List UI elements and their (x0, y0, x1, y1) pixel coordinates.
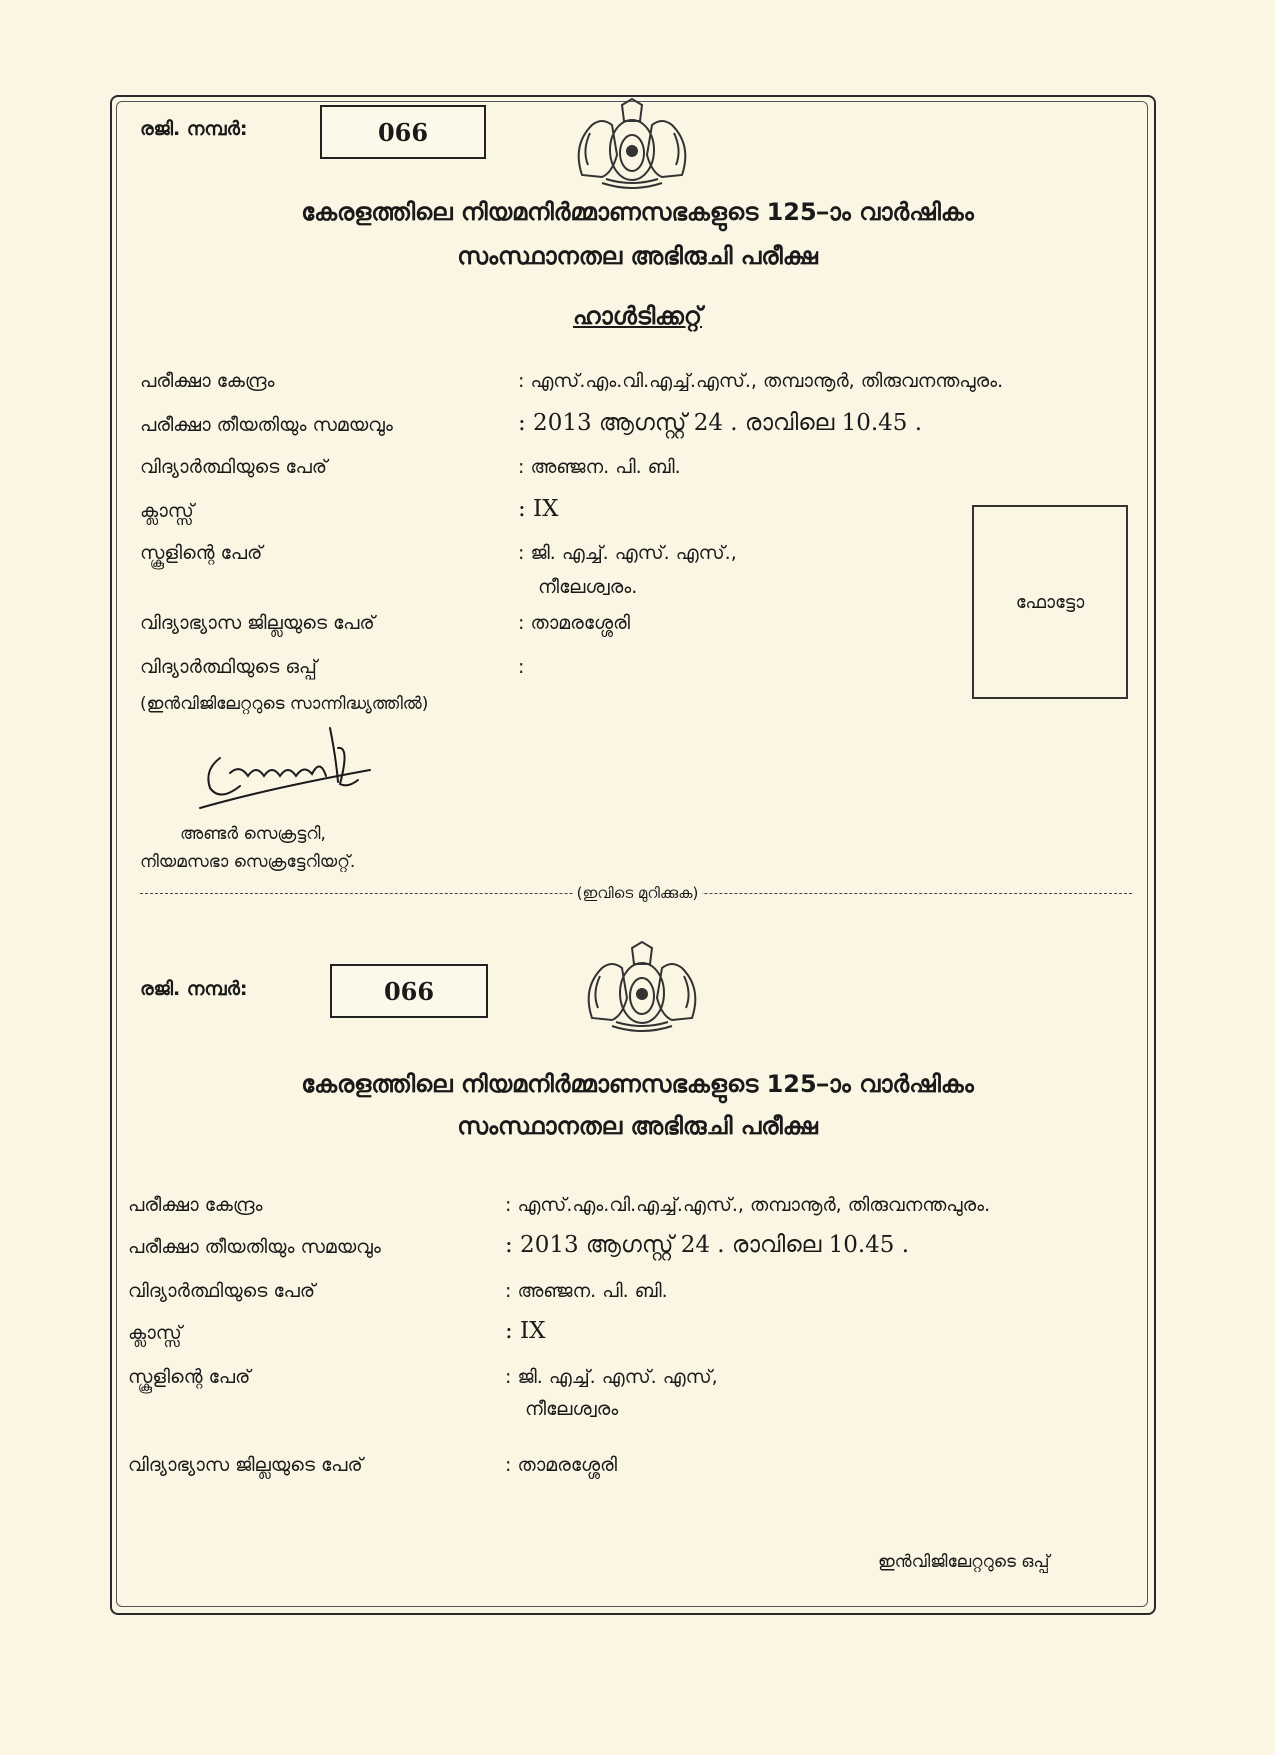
field-value-school-name: : ജി. എച്ച്. എസ്. എസ്., (518, 542, 737, 564)
field-label-student-signature: വിദ്യാർത്ഥിയുടെ ഒപ്പ് (140, 656, 317, 678)
hall-ticket-heading: ഹാൾടിക്കറ്റ് (573, 302, 702, 330)
bottom-reg-number-box (330, 964, 488, 1018)
field-label-exam-centre: പരീക്ഷാ കേന്ദ്രം (140, 370, 275, 392)
bottom-kerala-emblem-icon (572, 938, 712, 1038)
cut-here-label: (ഇവിടെ മുറിക്കുക) (573, 884, 703, 902)
field-value-student-name: : അഞ്ജന. പി. ബി. (518, 456, 681, 478)
bottom-field-value-student-name: : അഞ്ജന. പി. ബി. (505, 1280, 668, 1302)
bottom-field-label-student-name: വിദ്യാർത്ഥിയുടെ പേര് (128, 1280, 316, 1302)
photo-label: ഫോട്ടോ (1015, 591, 1085, 613)
field-value-exam-date: : 2013 ആഗസ്റ്റ് 24 . രാവിലെ 10.45 . (518, 410, 923, 436)
bottom-field-value-edu-district: : താമരശ്ശേരി (505, 1454, 618, 1476)
bottom-field-label-class: ക്ലാസ്സ് (128, 1322, 182, 1344)
signatory-title: അണ്ടർ സെക്രട്ടറി, (180, 824, 326, 844)
field-value-exam-centre: : എസ്.എം.വി.എച്ച്.എസ്., തമ്പാനൂർ, തിരുവനന്തപുരം. (518, 370, 1004, 392)
bottom-field-label-school-name: സ്കൂളിന്റെ പേര് (128, 1366, 251, 1388)
field-label-school-name: സ്കൂളിന്റെ പേര് (140, 542, 263, 564)
bottom-field-value-exam-date: : 2013 ആഗസ്റ്റ് 24 . രാവിലെ 10.45 . (505, 1232, 910, 1258)
exam-title-line2: സംസ്ഥാനതല അഭിരുചി പരീക്ഷ (457, 242, 818, 270)
kerala-emblem-icon (562, 95, 702, 195)
bottom-field-label-exam-centre: പരീക്ഷാ കേന്ദ്രം (128, 1194, 263, 1216)
bottom-field-value-school-place: നീലേശ്വരം (525, 1398, 619, 1420)
field-value-edu-district: : താമരശ്ശേരി (518, 612, 631, 634)
bottom-field-value-class: : IX (505, 1318, 546, 1344)
bottom-field-value-exam-centre: : എസ്.എം.വി.എച്ച്.എസ്., തമ്പാനൂർ, തിരുവനന്തപുരം. (505, 1194, 991, 1216)
bottom-reg-number-value: 066 (383, 976, 435, 1006)
signatory-office: നിയമസഭാ സെക്രട്ടേറിയറ്റ്. (140, 852, 356, 872)
field-value-student-signature: : (518, 656, 525, 678)
reg-number-value: 066 (377, 117, 429, 147)
bottom-field-label-exam-date: പരീക്ഷാ തീയതിയും സമയവും (128, 1236, 381, 1258)
field-label-edu-district: വിദ്യാഭ്യാസ ജില്ലയുടെ പേര് (140, 612, 375, 634)
invigilator-presence-note: (ഇൻവിജിലേറ്ററുടെ സാന്നിദ്ധ്യത്തിൽ) (140, 694, 429, 714)
bottom-exam-title-line2: സംസ്ഥാനതല അഭിരുചി പരീക്ഷ (457, 1112, 818, 1140)
reg-number-box (320, 105, 486, 159)
field-label-student-name: വിദ്യാർത്ഥിയുടെ പേര് (140, 456, 328, 478)
field-value-class: : IX (518, 496, 559, 522)
field-label-exam-date: പരീക്ഷാ തീയതിയും സമയവും (140, 414, 393, 436)
bottom-field-label-edu-district: വിദ്യാഭ്യാസ ജില്ലയുടെ പേര് (128, 1454, 363, 1476)
bottom-reg-number-label: രജി. നമ്പർ: (140, 978, 248, 1000)
invigilator-signature-label: ഇൻവിജിലേറ്ററുടെ ഒപ്പ് (878, 1552, 1050, 1572)
field-label-class: ക്ലാസ്സ് (140, 500, 194, 522)
cut-here-label-wrap (0, 883, 1275, 902)
under-secretary-signature-icon (190, 718, 380, 818)
bottom-exam-title-line1: കേരളത്തിലെ നിയമനിർമ്മാണസഭകളുടെ 125–ാം വാർഷികം (301, 1070, 974, 1098)
bottom-field-value-school-name: : ജി. എച്ച്. എസ്. എസ്, (505, 1366, 718, 1388)
photo-placeholder (972, 505, 1128, 699)
reg-number-label: രജി. നമ്പർ: (140, 118, 248, 140)
field-value-school-place: നീലേശ്വരം. (538, 576, 638, 598)
exam-title-line1: കേരളത്തിലെ നിയമനിർമ്മാണസഭകളുടെ 125–ാം വാർഷികം (301, 198, 974, 226)
